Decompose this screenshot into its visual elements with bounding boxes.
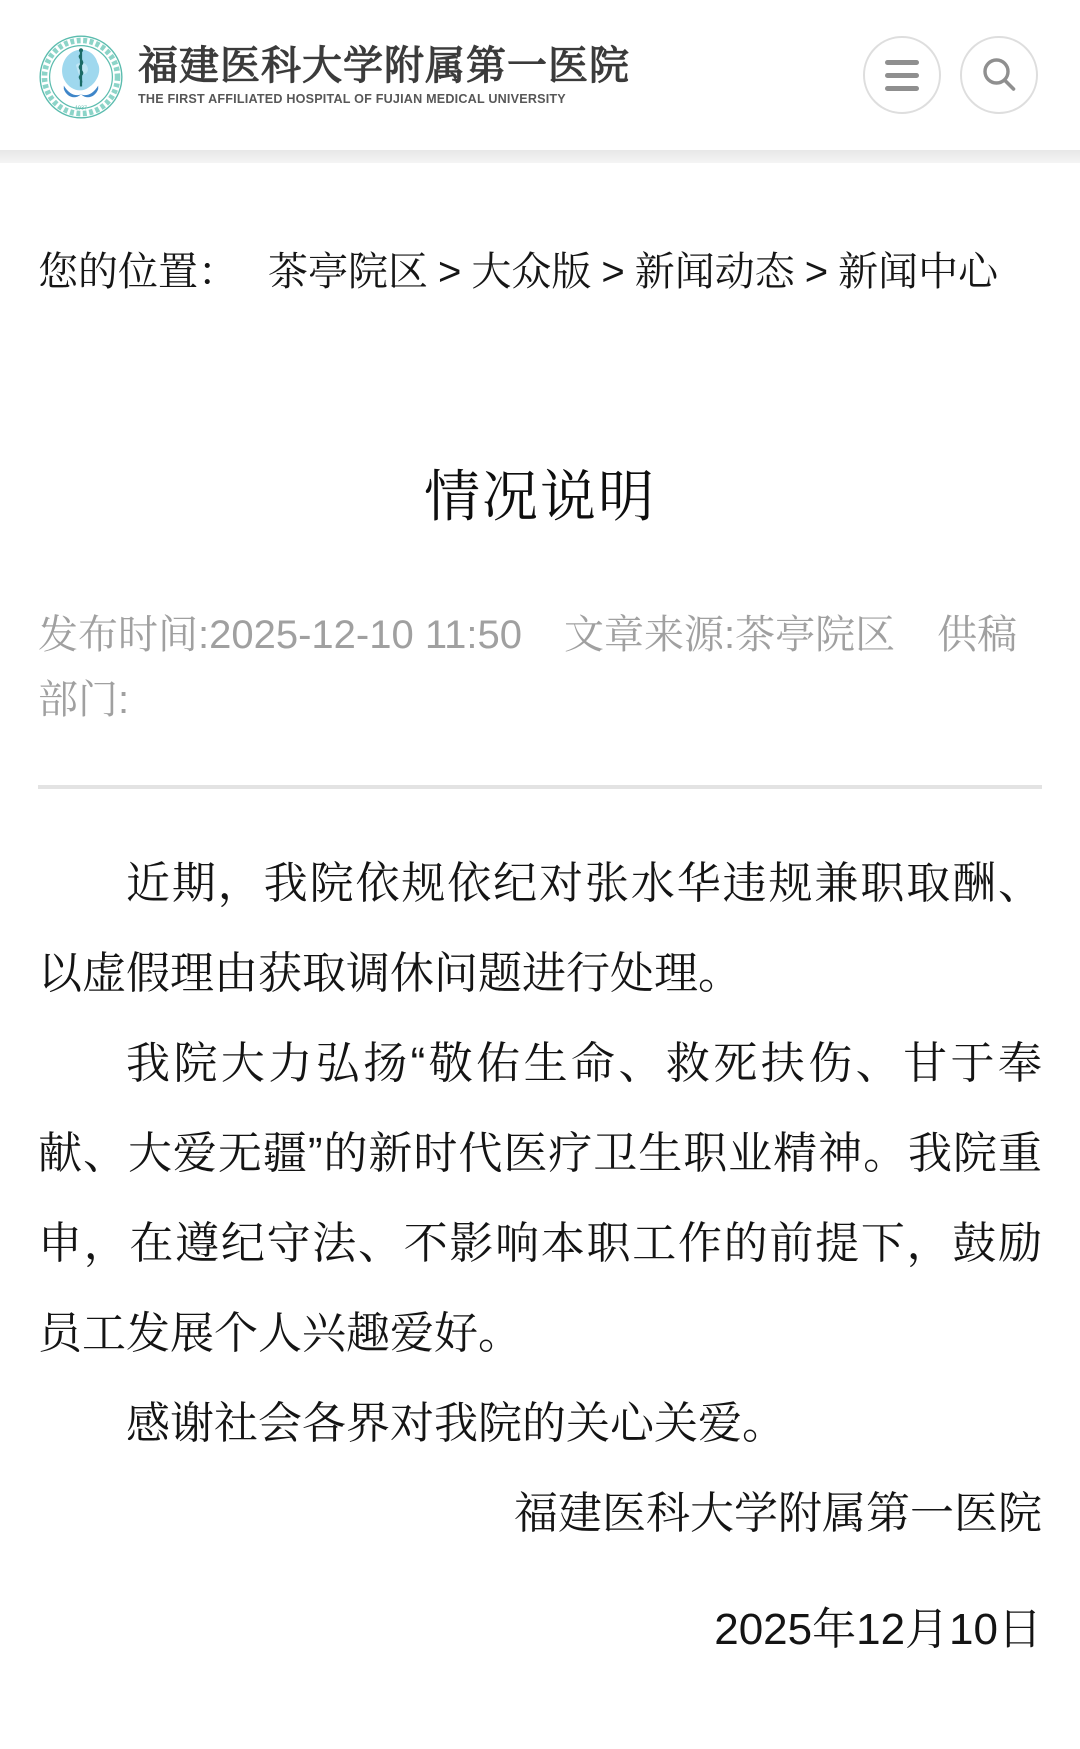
breadcrumb-separator: > (601, 250, 625, 294)
brand-text (138, 45, 853, 106)
signature-line: 福建医科大学附属第一医院 (514, 1488, 1042, 1538)
search-button[interactable] (960, 36, 1038, 114)
publish-time: 发布时间:2025-12-10 11:50 (38, 613, 522, 657)
article (0, 465, 1080, 1675)
contributing-department: 供稿部门: (38, 613, 1018, 722)
header-divider-strip (0, 150, 1080, 163)
svg-text:1937: 1937 (75, 105, 87, 112)
header-actions (863, 36, 1038, 114)
paragraph: 近期，我院依规依纪对张水华违规兼职取酬、以虚假理由获取调休问题进行处理。 (38, 858, 1042, 998)
breadcrumb-item-news[interactable]: 新闻动态 (634, 250, 795, 294)
page-title: 情况说明 (424, 465, 656, 528)
breadcrumb-item-public[interactable]: 大众版 (471, 250, 592, 294)
paragraph: 我院大力弘扬“敬佑生命、救死扶伤、甘于奉献、大爱无疆”的新时代医疗卫生职业精神。我院重申，在遵纪守法、不影响本职工作的前提下，鼓励员工发展个人兴趣爱好。 (38, 1038, 1042, 1358)
hospital-seal-icon (38, 34, 124, 120)
meta-divider (38, 785, 1042, 789)
hospital-name-zh: 福建医科大学附属第一医院 (138, 43, 630, 88)
breadcrumb-separator: > (438, 250, 462, 294)
site-header (0, 0, 1080, 150)
date-line: 2025年12月10日 (714, 1604, 1042, 1654)
article-meta (38, 603, 1042, 733)
hamburger-menu-icon (885, 60, 919, 91)
hospital-logo (38, 34, 124, 120)
hospital-name-en: THE FIRST AFFILIATED HOSPITAL OF FUJIAN MEDICAL UNIVERSITY (138, 91, 566, 106)
article-body (38, 839, 1042, 1675)
breadcrumb-item-campus[interactable]: 茶亭院区 (268, 250, 428, 294)
breadcrumb-separator: > (804, 250, 829, 294)
breadcrumb-item-news-center[interactable]: 新闻中心 (838, 250, 999, 294)
article-source: 文章来源:茶亭院区 (563, 613, 896, 657)
breadcrumb-label: 您的位置： (38, 250, 238, 294)
search-icon (979, 55, 1019, 95)
paragraph: 感谢社会各界对我院的关心关爱。 (126, 1398, 786, 1448)
breadcrumb (38, 240, 1042, 297)
menu-button[interactable] (863, 36, 941, 114)
